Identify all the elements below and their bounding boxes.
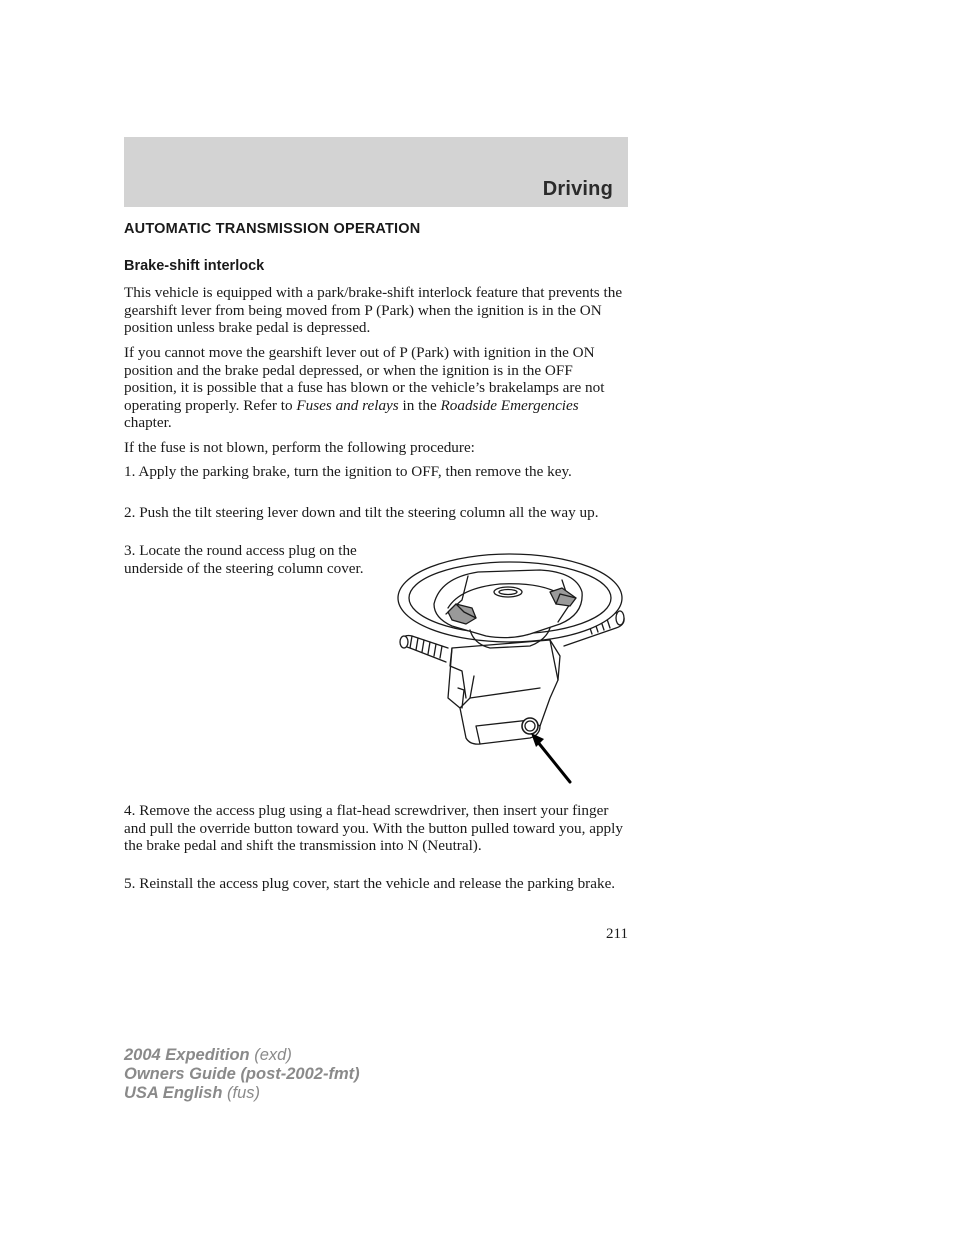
page-number: 211	[606, 926, 628, 942]
footer-line-3: USA English (fus)	[124, 1084, 260, 1102]
section-header-band	[124, 137, 628, 207]
paragraph-fuse-note: If you cannot move the gearshift lever out of P (Park) with ignition in the ON position and the brake pedal depressed, or when the ignition is in the OFF position, it is possible that a fuse has blown or the vehicle’s brakelamps are not operating properly. Refer to Fuses and relays in the Roadside Emergencies chapter.	[124, 344, 605, 431]
reference-roadside-emergencies: Roadside Emergencies	[440, 396, 579, 414]
step-4: 4. Remove the access plug using a flat-head screwdriver, then insert your finger and pull the override button toward you. With the button pulled toward you, apply the brake pedal and shift the transmission into N (Neutral).	[124, 802, 623, 854]
steering-column-illustration	[390, 548, 630, 788]
step-2: 2. Push the tilt steering lever down and tilt the steering column all the way up.	[124, 504, 599, 521]
step-3: 3. Locate the round access plug on the underside of the steering column cover.	[124, 542, 364, 577]
step-5: 5. Reinstall the access plug cover, start the vehicle and release the parking brake.	[124, 875, 616, 892]
step-1: 1. Apply the parking brake, turn the ignition to OFF, then remove the key.	[124, 463, 572, 480]
document-footer	[124, 1046, 360, 1103]
paragraph-interlock-intro: This vehicle is equipped with a park/brake-shift interlock feature that prevents the gearshift lever from being moved from P (Park) when the ignition is in the ON position unless brake pedal is depressed.	[124, 284, 623, 336]
paragraph-procedure-intro: If the fuse is not blown, perform the following procedure:	[124, 439, 475, 456]
reference-fuses-and-relays: Fuses and relays	[296, 396, 399, 414]
arrow-icon	[531, 733, 570, 782]
section-heading: AUTOMATIC TRANSMISSION OPERATION	[124, 221, 421, 237]
footer-line-2: Owners Guide (post-2002-fmt)	[124, 1065, 360, 1083]
section-title: Driving	[542, 178, 613, 200]
footer-line-1: 2004 Expedition (exd)	[124, 1046, 292, 1064]
subsection-heading: Brake-shift interlock	[124, 258, 265, 274]
